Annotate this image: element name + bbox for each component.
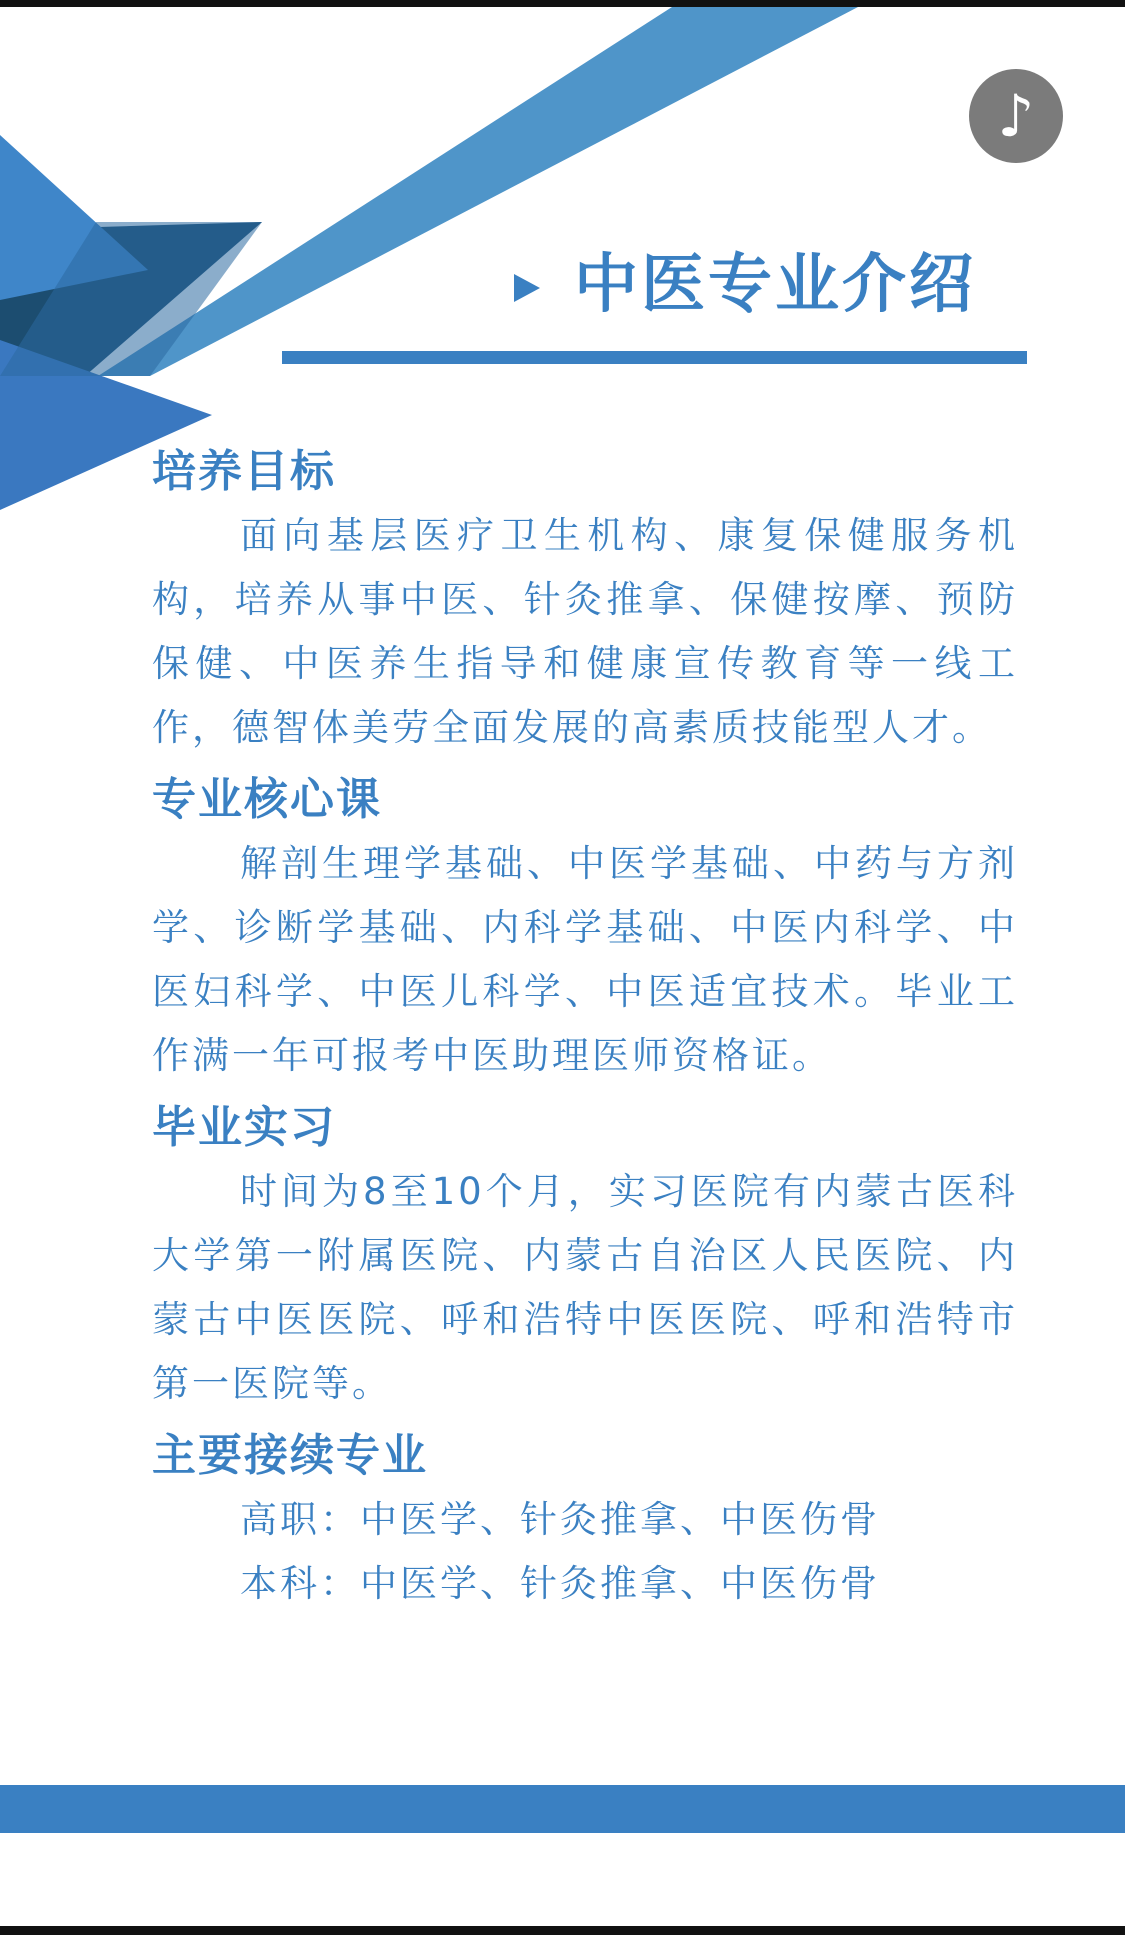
- list-item-undergraduate: 本科：中医学、针灸推拿、中医伤骨: [240, 1562, 880, 1605]
- list-item-vocational: 高职：中医学、针灸推拿、中医伤骨: [240, 1498, 880, 1541]
- music-note-icon: ♪: [997, 82, 1035, 150]
- content-area: [152, 440, 1018, 1616]
- section-heading: 毕业实习: [152, 1102, 336, 1153]
- section-core-courses: [152, 768, 1018, 1088]
- page-title: 中医专业介绍: [574, 248, 976, 322]
- section-body: 面向基层医疗卫生机构、康复保健服务机构，培养从事中医、针灸推拿、保健按摩、预防保健、中医养生指导和健康宣传教育等一线工作，德智体美劳全面发展的高素质技能型人才。: [152, 514, 1018, 749]
- title-underline: [282, 351, 1027, 364]
- play-arrow-icon: [514, 274, 540, 302]
- section-internship: [152, 1096, 1018, 1416]
- section-heading: 主要接续专业: [152, 1430, 428, 1481]
- bottom-border: [0, 1926, 1125, 1935]
- section-continuing-majors: [152, 1424, 1018, 1616]
- section-training-goal: [152, 440, 1018, 760]
- section-heading: 培养目标: [152, 446, 336, 497]
- footer-band: [0, 1785, 1125, 1833]
- title-row: [510, 232, 1030, 342]
- music-toggle-button[interactable]: [969, 69, 1063, 163]
- section-body: 解剖生理学基础、中医学基础、中药与方剂学、诊断学基础、内科学基础、中医内科学、中医妇科学、中医儿科学、中医适宜技术。毕业工作满一年可报考中医助理医师资格证。: [152, 842, 1018, 1077]
- section-body: 时间为8至10个月，实习医院有内蒙古医科大学第一附属医院、内蒙古自治区人民医院、内蒙古中医医院、呼和浩特中医医院、呼和浩特市第一医院等。: [152, 1170, 1018, 1405]
- section-heading: 专业核心课: [152, 774, 382, 825]
